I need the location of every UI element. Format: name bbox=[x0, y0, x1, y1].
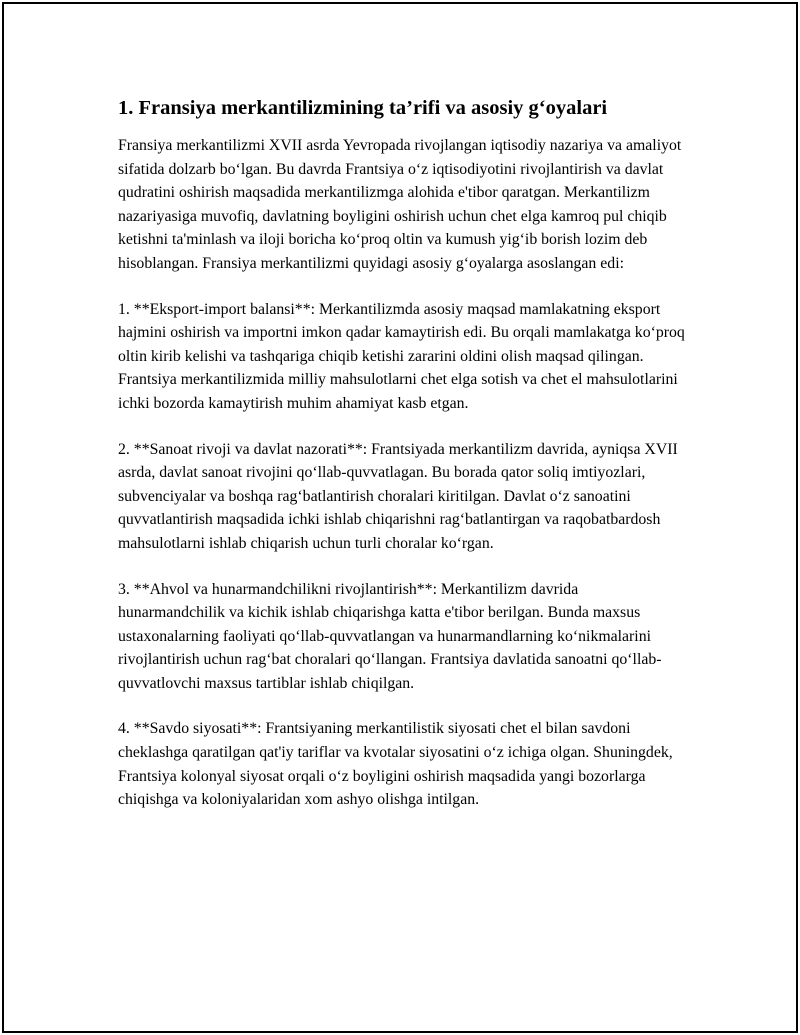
intro-paragraph: Fransiya merkantilizmi XVII asrda Yevropada rivojlangan iqtisodiy nazariya va amaliyot sifatida dolzarb bo‘lgan. Bu davrda Frantsiya o‘z iqtisodiyotini rivojlantirish va davlat qudratini oshirish maqsadida merkantilizmga alohida e'tibor qaratgan. Merkantilizm nazariyasiga muvofiq, davlatning boyligini oshirish uchun chet elga kamroq pul chiqib ketishni ta'minlash va iloji boricha ko‘proq oltin va kumush yig‘ib borish lozim deb hisoblangan. Fransiya merkantilizmi quyidagi asosiy g‘oyalarga asoslangan edi: bbox=[118, 137, 682, 272]
document-title: 1. Fransiya merkantilizmining ta’rifi va asosiy g‘oyalari bbox=[118, 97, 608, 119]
paragraph-export-import-balance: 1. **Eksport-import balansi**: Merkantilizmda asosiy maqsad mamlakatning eksport hajmini oshirish va importni imkon qadar kamaytirish edi. Bu orqali mamlakatga ko‘proq oltin kirib kelishi va tashqariga chiqib ketishi zararini oldini olish maqsad qilingan. Frantsiya merkantilizmida milliy mahsulotlarni chet elga sotish va chet el mahsulotlarini ichki bozorda kamaytirish muhim ahamiyat kasb etgan. bbox=[118, 300, 685, 412]
paragraph-craftsmanship: 3. **Ahvol va hunarmandchilikni rivojlantirish**: Merkantilizm davrida hunarmandchilik va kichik ishlab chiqarishga katta e'tibor berilgan. Bunda maxsus ustaxonalarning faoliyati qo‘llab-quvvatlangan va hunarmandlarning ko‘nikmalarini rivojlantirish uchun rag‘bat choralari qo‘llangan. Frantsiya davlatida sanoatni qo‘llab-quvvatlovchi maxsus tartiblar ishlab chiqilgan. bbox=[118, 580, 662, 692]
paragraph-industry-state-control: 2. **Sanoat rivoji va davlat nazorati**: Frantsiyada merkantilizm davrida, ayniqsa XVII asrda, davlat sanoat rivojini qo‘llab-quvvatlagan. Bu borada qator soliq imtiyozlari, subvenciyalar va boshqa rag‘batlantirish choralari kiritilgan. Davlat o‘z sanoatini quvvatlantirish maqsadida ichki ishlab chiqarishni rag‘batlantirgan va raqobatbardosh mahsulotlarni ishlab chiqarish uchun turli choralar ko‘rgan. bbox=[118, 440, 678, 552]
document-body bbox=[118, 94, 688, 812]
paragraph-trade-policy: 4. **Savdo siyosati**: Frantsiyaning merkantilistik siyosati chet el bilan savdoni cheklashga qaratilgan qat'iy tariflar va kvotalar siyosatini o‘z ichiga olgan. Shuningdek, Frantsiya kolonyal siyosat orqali o‘z boyligini oshirish maqsadida yangi bozorlarga chiqishga va koloniyalaridan xom ashyo olishga intilgan. bbox=[118, 720, 673, 809]
